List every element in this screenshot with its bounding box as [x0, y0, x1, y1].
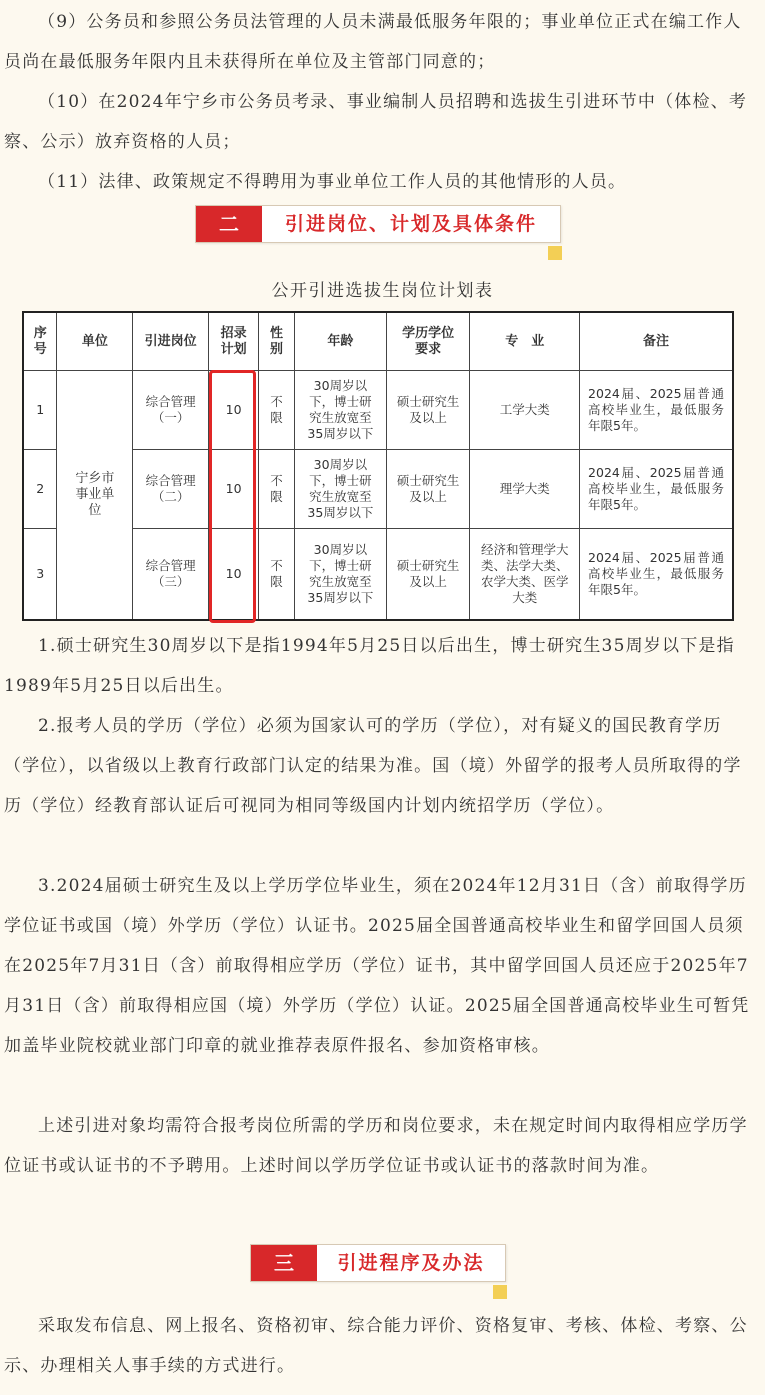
section-number: 二 — [196, 206, 262, 242]
section-banner-3 — [250, 1244, 506, 1282]
cell-gender: 不限 — [259, 529, 295, 621]
note-3: 3.2024届硕士研究生及以上学历学位毕业生，须在2024年12月31日（含）前取得学历学位证书或国（境）外学历（学位）认证书。2025届全国普通高校毕业生和留学回国人员须在2025年7月31日（含）前取得相应学历（学位）证书，其中留学回国人员还应于2025年7月31日（含）前取得相应国（境）外学历（学位）认证。2025届全国普通高校毕业生可暂凭加盖毕业院校就业部门印章的就业推荐表原件报名、参加资格审核。 — [4, 876, 750, 1056]
cell-gender: 不限 — [259, 371, 295, 450]
note-2: 2.报考人员的学历（学位）必须为国家认可的学历（学位），对有疑义的国民教育学历（学位），以省级以上教育行政部门认定的结果为准。国（境）外留学的报考人员所取得的学历（学位）经教育部认证后可视同为相同等级国内计划内统招学历（学位）。 — [4, 716, 742, 816]
section-title: 引进岗位、计划及具体条件 — [284, 213, 537, 235]
note-1: 1.硕士研究生30周岁以下是指1994年5月25日以后出生，博士研究生35周岁以下是指1989年5月25日以后出生。 — [4, 636, 735, 696]
section-title: 引进程序及办法 — [337, 1252, 485, 1274]
cell-edu: 硕士研究生及以上 — [386, 450, 470, 529]
cell-edu: 硕士研究生及以上 — [386, 529, 470, 621]
paragraph-procedure: 采取发布信息、网上报名、资格初审、综合能力评价、资格复审、考核、体检、考察、公示、办理相关人事手续的方式进行。 — [4, 1316, 748, 1376]
cell-age: 30周岁以下，博士研究生放宽至35周岁以下 — [295, 529, 387, 621]
paragraph-item-11: （11）法律、政策规定不得聘用为事业单位工作人员的其他情形的人员。 — [38, 172, 627, 192]
section-banner-2 — [195, 205, 561, 243]
section-number: 三 — [251, 1245, 317, 1281]
header-gender: 性别 — [259, 312, 295, 371]
cell-gender: 不限 — [259, 450, 295, 529]
note-summary: 上述引进对象均需符合报考岗位所需的学历和岗位要求，未在规定时间内取得相应学历学位证书或认证书的不予聘用。上述时间以学历学位证书或认证书的落款时间为准。 — [4, 1116, 748, 1176]
cell-post: 综合管理（二） — [133, 450, 209, 529]
cell-major: 工学大类 — [470, 371, 580, 450]
cell-major: 理学大类 — [470, 450, 580, 529]
header-note: 备注 — [580, 312, 733, 371]
table-title: 公开引进选拔生岗位计划表 — [271, 281, 494, 301]
table-row — [23, 371, 733, 450]
header-no: 序号 — [23, 312, 57, 371]
cell-post: 综合管理（三） — [133, 529, 209, 621]
cell-count: 10 — [209, 529, 259, 621]
cell-major: 经济和管理学大类、法学大类、农学大类、医学大类 — [470, 529, 580, 621]
cell-no: 1 — [23, 371, 57, 450]
cell-note: 2024届、2025届普通高校毕业生，最低服务年限5年。 — [580, 450, 733, 529]
header-unit: 单位 — [57, 312, 133, 371]
cell-note: 2024届、2025届普通高校毕业生，最低服务年限5年。 — [580, 371, 733, 450]
banner-decoration — [548, 246, 562, 260]
paragraph-item-10: （10）在2024年宁乡市公务员考录、事业编制人员招聘和选拔生引进环节中（体检、考察、公示）放弃资格的人员； — [4, 92, 748, 152]
highlight-box — [209, 370, 256, 623]
header-major: 专 业 — [470, 312, 580, 371]
table-header-row — [23, 312, 733, 371]
header-post: 引进岗位 — [133, 312, 209, 371]
cell-count: 10 — [209, 450, 259, 529]
paragraph-item-9: （9）公务员和参照公务员法管理的人员未满最低服务年限的；事业单位正式在编工作人员尚在最低服务年限内且未获得所在单位及主管部门同意的； — [4, 12, 742, 72]
cell-edu: 硕士研究生及以上 — [386, 371, 470, 450]
header-age: 年龄 — [295, 312, 387, 371]
cell-age: 30周岁以下，博士研究生放宽至35周岁以下 — [295, 450, 387, 529]
cell-unit: 宁乡市事业单位 — [57, 371, 133, 621]
cell-post: 综合管理（一） — [133, 371, 209, 450]
cell-no: 2 — [23, 450, 57, 529]
post-plan-table — [22, 311, 734, 621]
cell-age: 30周岁以下，博士研究生放宽至35周岁以下 — [295, 371, 387, 450]
banner-decoration — [493, 1285, 507, 1299]
header-edu: 学历学位要求 — [386, 312, 470, 371]
cell-count: 10 — [209, 371, 259, 450]
header-count: 招录计划 — [209, 312, 259, 371]
cell-note: 2024届、2025届普通高校毕业生，最低服务年限5年。 — [580, 529, 733, 621]
cell-no: 3 — [23, 529, 57, 621]
